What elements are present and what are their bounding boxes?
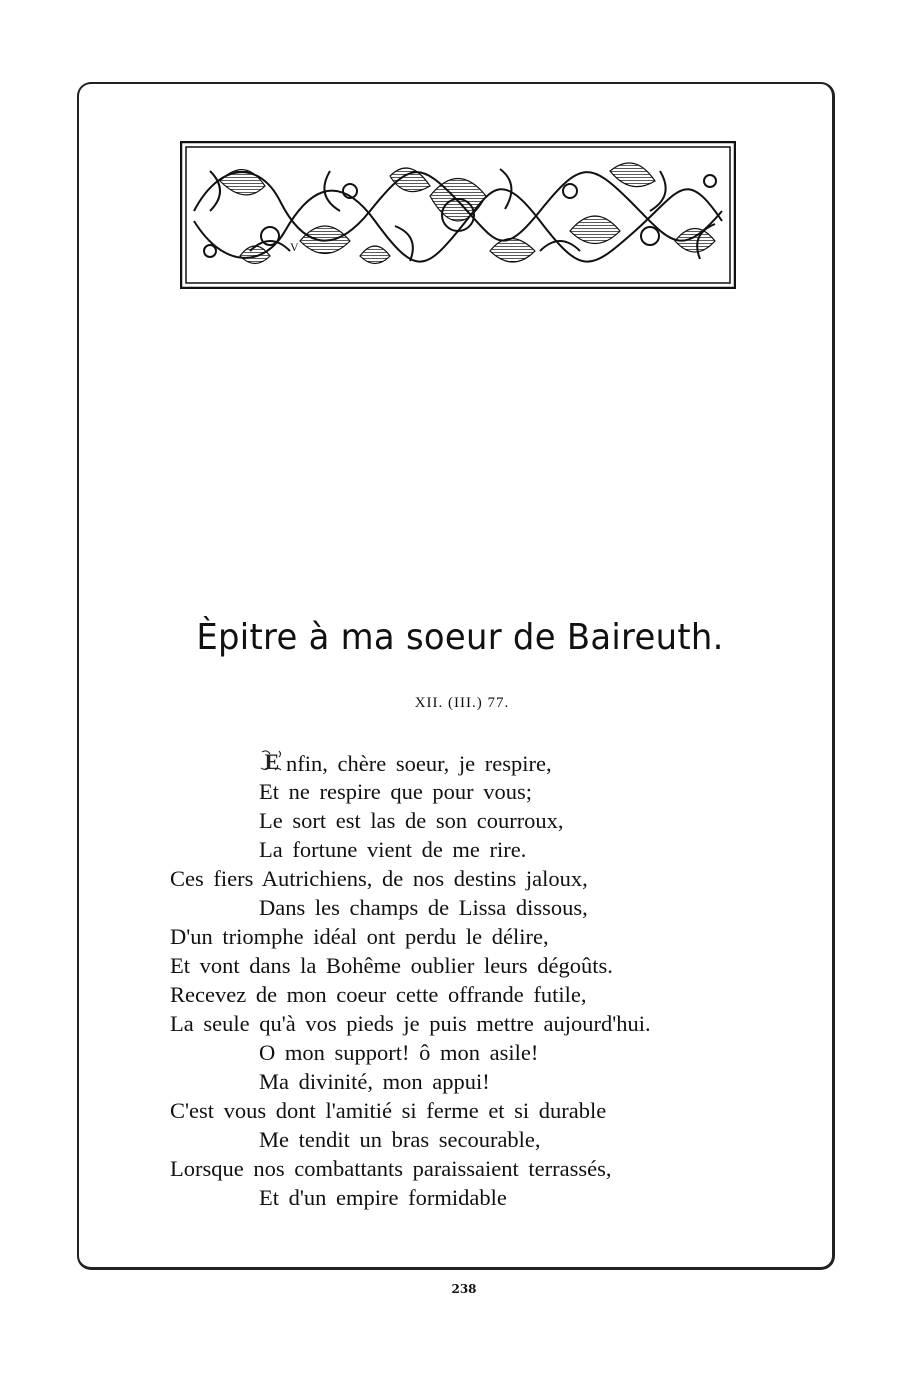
floral-headpiece-ornament	[180, 141, 736, 289]
poem-line: Me tendit un bras secourable,	[259, 1127, 541, 1152]
poem-line: La fortune vient de me rire.	[259, 837, 527, 862]
poem-line: La seule qu'à vos pieds je puis mettre aujourd'hui.	[170, 1011, 651, 1036]
poem-subtitle: XII. (III.) 77.	[414, 695, 510, 711]
poem-line: Et vont dans la Bohême oublier leurs dégoûts.	[170, 953, 613, 978]
poem-line: D'un triomphe idéal ont perdu le délire,	[170, 924, 549, 949]
poem-line: Et d'un empire formidable	[259, 1185, 507, 1210]
poem-title: Èpitre à ma soeur de Baireuth.	[196, 617, 724, 658]
poem-line: Le sort est las de son courroux,	[259, 808, 564, 833]
poem-line: Lorsque nos combattants paraissaient terrassés,	[170, 1156, 612, 1181]
svg-text:V: V	[290, 240, 299, 254]
first-line-text: nfin, chère soeur, je respire,	[286, 751, 552, 776]
poem-body	[170, 748, 790, 1212]
poem-line: Et ne respire que pour vous;	[259, 779, 533, 804]
page-number: 238	[451, 1282, 477, 1296]
dropcap-ornamental-E	[259, 748, 285, 774]
poem-line: Dans les champs de Lissa dissous,	[259, 895, 588, 920]
poem-line-1	[170, 748, 790, 777]
poem-line: O mon support! ô mon asile!	[259, 1040, 539, 1065]
poem-line: Ma divinité, mon appui!	[259, 1069, 490, 1094]
dropcap-letter: E	[264, 749, 280, 774]
poem-line: Ces fiers Autrichiens, de nos destins jaloux,	[170, 866, 588, 891]
poem-line: Recevez de mon coeur cette offrande futile,	[170, 982, 587, 1007]
poem-line: C'est vous dont l'amitié si ferme et si durable	[170, 1098, 607, 1123]
